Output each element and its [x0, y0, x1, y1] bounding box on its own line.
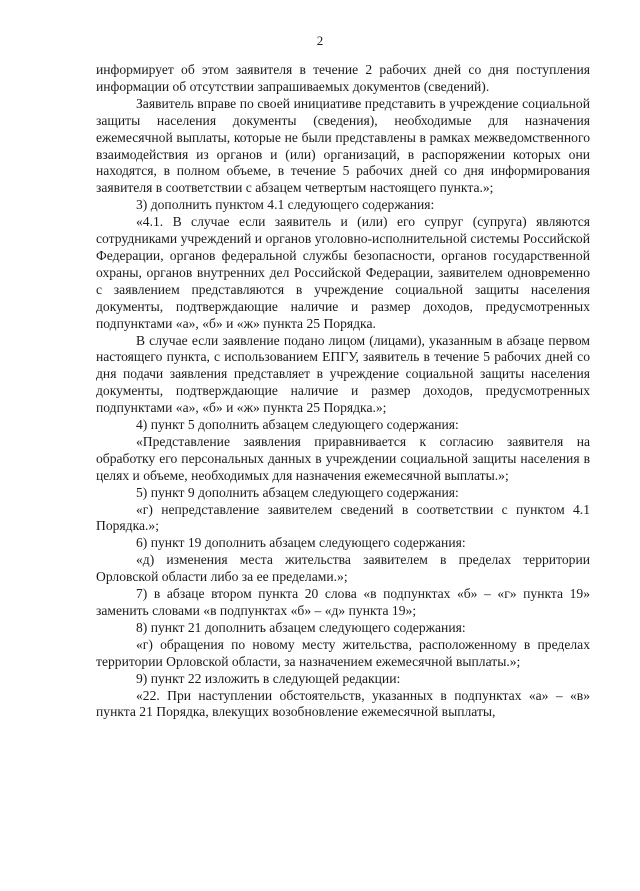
amendment-item-9: 9) пункт 22 изложить в следующей редакции: — [136, 670, 401, 686]
paragraph: В случае если заявление подано лицом (лицами), указанным в абзаце первом настоящего пункта, с использованием ЕПГУ, заявитель в течение 5 рабочих дней со дня подачи заявления представляет в учреждение социальной защиты населения документы, подтверждающие наличие и размер доходов, предусмотренных подпунктами «а», «б» и «ж» пункта 25 Порядка.»; — [96, 332, 590, 416]
paragraph-continuation: информирует об этом заявителя в течение 2 рабочих дней со дня поступления информации об отсутствии запрашиваемых документов (сведений). — [96, 62, 590, 94]
document-body — [96, 62, 590, 721]
amendment-item-7: 7) в абзаце втором пункта 20 слова «в подпунктах «б» – «г» пункта 19» заменить словами «в подпунктах «б» – «д» пункта 19»; — [96, 586, 590, 618]
paragraph: «г) обращения по новому месту жительства, расположенному в пределах территории Орловской области, за назначением ежемесячной выплаты.»; — [96, 636, 590, 669]
paragraph: «д) изменения места жительства заявителем в пределах территории Орловской области либо за ее пределами.»; — [96, 552, 590, 585]
amendment-item-3: 3) дополнить пунктом 4.1 следующего содержания: — [136, 197, 435, 213]
amendment-item-6: 6) пункт 19 дополнить абзацем следующего содержания: — [136, 535, 466, 551]
amendment-item-4: 4) пункт 5 дополнить абзацем следующего содержания: — [136, 417, 459, 433]
page-number: 2 — [316, 33, 324, 48]
paragraph: Заявитель вправе по своей инициативе представить в учреждение социальной защиты населения документы (сведения), необходимые для назначения ежемесячной выплаты, которые не были представлены в рамках межведомственного взаимодействия из органов и (или) организаций, в распоряжении которых они находятся, в полном объеме, в течение 5 рабочих дней со дня информирования заявителя в соответствии с абзацем четвертым настоящего пункта.»; — [96, 95, 590, 196]
paragraph: «Представление заявления приравнивается к согласию заявителя на обработку его персональных данных в учреждении социальной защиты населения в целях и объеме, необходимых для назначения ежемесячной выплаты.»; — [96, 433, 590, 483]
amendment-item-5: 5) пункт 9 дополнить абзацем следующего содержания: — [136, 484, 459, 500]
amendment-item-8: 8) пункт 21 дополнить абзацем следующего содержания: — [136, 619, 466, 635]
paragraph: «22. При наступлении обстоятельств, указанных в подпунктах «а» – «в» пункта 21 Порядка, влекущих возобновление ежемесячной выплаты, — [96, 687, 590, 720]
paragraph: «4.1. В случае если заявитель и (или) его супруг (супруга) являются сотрудниками учреждений и органов уголовно-исполнительной системы Российской Федерации, органов федеральной службы безопасности, органов государственной охраны, органов внутренних дел Российской Федерации, заявителем одновременно с заявлением представляются в учреждение социальной защиты населения документы, подтверждающие наличие и размер доходов, предусмотренных подпунктами «а», «б» и «ж» пункта 25 Порядка. — [96, 214, 590, 331]
paragraph: «г) непредставление заявителем сведений в соответствии с пунктом 4.1 Порядка.»; — [96, 501, 590, 534]
